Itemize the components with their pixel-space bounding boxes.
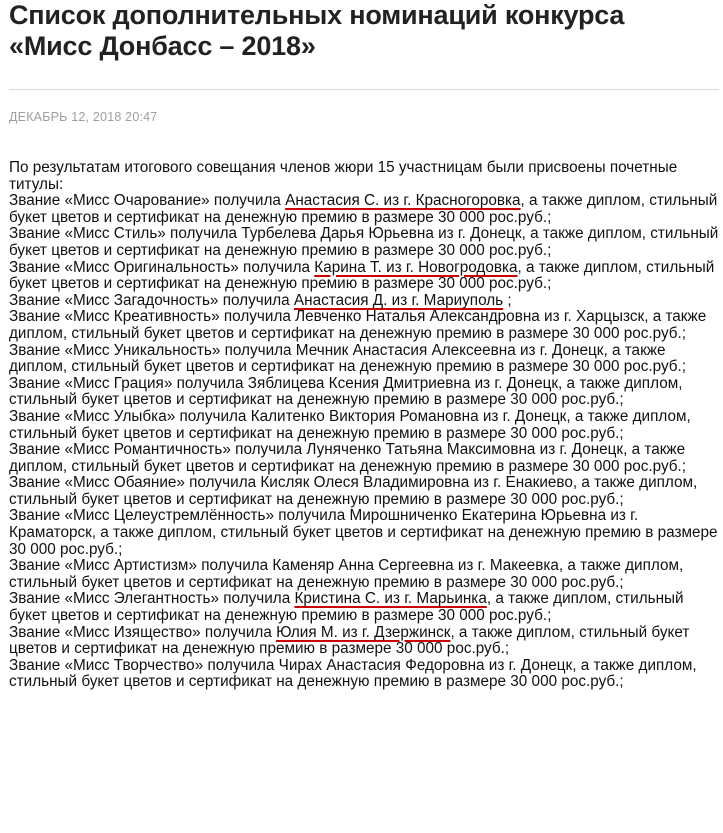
- nomination-item: [9, 193, 721, 226]
- nomination-text: Звание «Мисс Романтичность» получила Луняченко Татьяна Максимовна из г. Донецк, а также диплом, стильный букет цветов и сертификат на денежную премию в размере 30 000 рос.руб.;: [9, 441, 687, 475]
- nomination-text: Звание «Мисс Грация» получила Зяблицева Ксения Дмитриевна из г. Донецк, а также диплом, стильный букет цветов и сертификат на денежную премию в размере 30 000 рос.руб.;: [9, 374, 683, 409]
- nomination-text: Звание «Мисс Артистизм» получила Каменяр Анна Сергеевна из г. Макеевка, а также диплом, стильный букет цветов и сертификат на денежную премию в размере 30 000 рос.руб.;: [9, 557, 684, 591]
- nominations-list: [9, 193, 721, 691]
- publish-date: ДЕКАБРЬ 12, 2018 20:47: [9, 110, 158, 124]
- nomination-text: Звание «Мисс Уникальность» получила Мечник Анастасия Алексеевна из г. Донецк, а также диплом, стильный букет цветов и сертификат на денежную премию в размере 30 000 рос.руб.;: [9, 341, 687, 376]
- nomination-item: [9, 309, 721, 342]
- highlighted-winner: Карина Т. из г. Новогродовка: [314, 258, 518, 276]
- highlighted-winner: Кристина С. из г. Марьинка: [294, 590, 487, 608]
- nomination-item: [9, 625, 721, 658]
- nomination-text-tail: ;: [503, 291, 512, 309]
- nomination-text-tail: , а также диплом, стильный букет цветов и сертификат на денежную премию в размере 30 000 рос.руб.;: [9, 192, 718, 226]
- nomination-text: Звание «Мисс Улыбка» получила Калитенко Виктория Романовна из г. Донецк, а также диплом, стильный букет цветов и сертификат на денежную премию в размере 30 000 рос.руб.;: [9, 407, 691, 442]
- nomination-text: Звание «Мисс Стиль» получила Турбелева Дарья Юрьевна из г. Донецк, а также диплом, стильный букет цветов и сертификат на денежную премию в размере 30 000 рос.руб.;: [9, 225, 719, 259]
- nomination-text: Звание «Мисс Обаяние» получила Кисляк Олеся Владимировна из г. Енакиево, а также диплом, стильный букет цветов и сертификат на денежную премию в размере 30 000 рос.руб.;: [9, 474, 698, 508]
- nomination-text-tail: , а также диплом, стильный букет цветов и сертификат на денежную премию в размере 30 000 рос.руб.;: [9, 590, 684, 625]
- nomination-text-tail: , а также диплом, стильный букет цветов и сертификат на денежную премию в размере 30 000 рос.руб.;: [9, 258, 715, 293]
- nomination-text: Звание «Мисс Элегантность» получила: [9, 590, 295, 608]
- nomination-item: [9, 558, 721, 591]
- highlighted-winner: Юлия М. из г. Дзержинск: [276, 623, 451, 641]
- nomination-text: Звание «Мисс Целеустремлённость» получила Мирошниченко Екатерина Юрьевна из г. Краматорск, а также диплом, стильный букет цветов и сертификат на денежную премию в размере 30 000 рос.руб.;: [9, 507, 718, 558]
- nomination-text: Звание «Мисс Загадочность» получила: [9, 291, 294, 309]
- nomination-item: [9, 591, 721, 624]
- nomination-item: [9, 376, 721, 409]
- nomination-text: Звание «Мисс Творчество» получила Чирах Анастасия Федоровна из г. Донецк, а также диплом, стильный букет цветов и сертификат на денежную премию в размере 30 000 рос.руб.;: [9, 656, 697, 691]
- nomination-text: Звание «Мисс Креативность» получила Левченко Наталья Александровна из г. Харцызск, а также диплом, стильный букет цветов и сертификат на денежную премию в размере 30 000 рос.руб.;: [9, 308, 707, 342]
- nomination-text-tail: , а также диплом, стильный букет цветов и сертификат на денежную премию в размере 30 000 рос.руб.;: [9, 623, 690, 658]
- nomination-item: [9, 226, 721, 259]
- highlighted-winner: Анастасия С. из г. Красногоровка: [285, 192, 521, 210]
- nomination-item: [9, 343, 721, 376]
- nomination-item: [9, 658, 721, 691]
- intro-paragraph: По результатам итогового совещания членов жюри 15 участницам были присвоены почетные титулы:: [9, 159, 678, 193]
- nomination-item: [9, 508, 721, 558]
- nomination-text: Звание «Мисс Изящество» получила: [9, 623, 277, 641]
- article-title: Список дополнительных номинаций конкурса «Мисс Донбасс – 2018»: [9, 0, 625, 61]
- nomination-item: [9, 409, 721, 442]
- nomination-item: [9, 293, 721, 310]
- nomination-item: [9, 442, 721, 475]
- highlighted-winner: Анастасия Д. из г. Мариуполь: [293, 291, 504, 309]
- nomination-item: [9, 260, 721, 293]
- article-body: [9, 160, 721, 691]
- nomination-item: [9, 475, 721, 508]
- nomination-text: Звание «Мисс Оригинальность» получила: [9, 258, 315, 276]
- title-divider: [9, 89, 719, 90]
- nomination-text: Звание «Мисс Очарование» получила: [9, 192, 286, 210]
